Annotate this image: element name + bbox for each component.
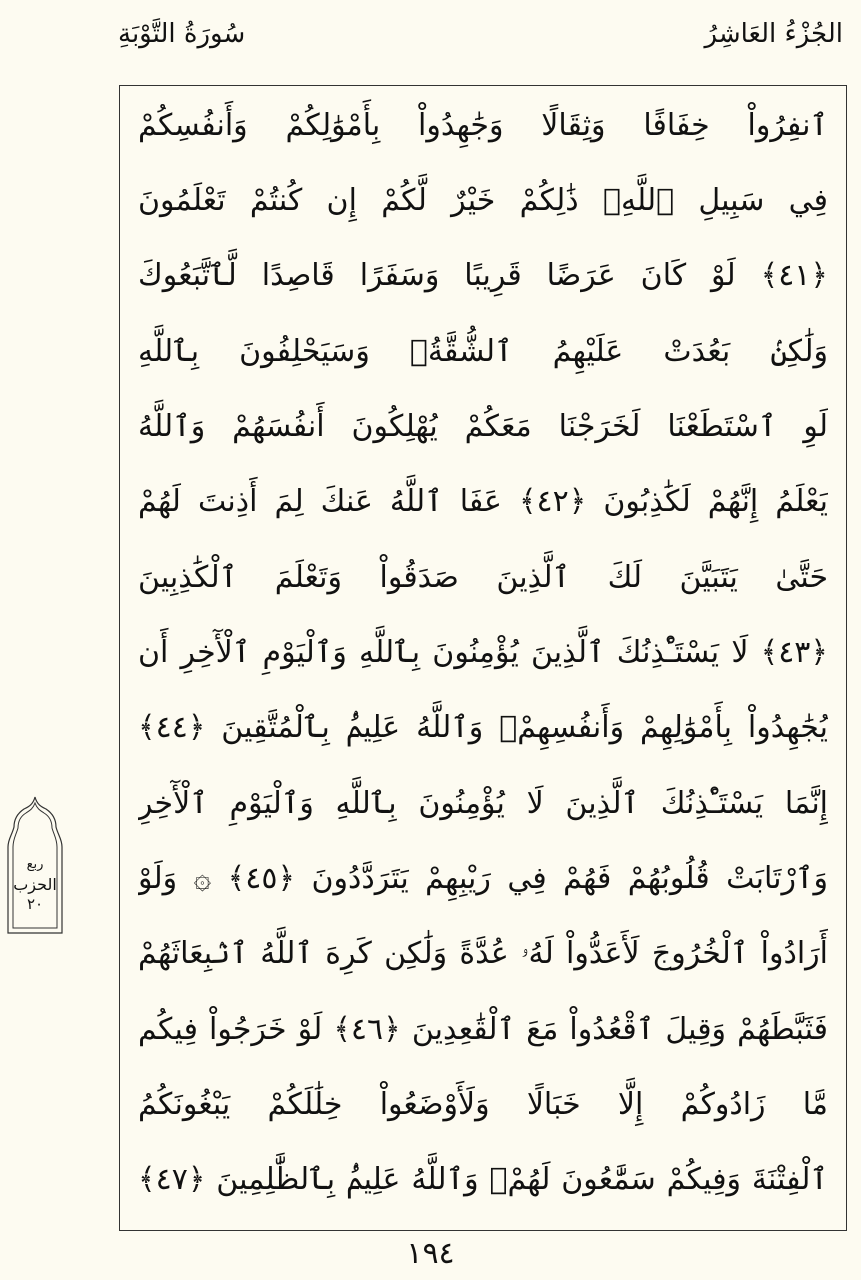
verse-line: وَٱرْتَابَتْ قُلُوبُهُمْ فَهُمْ فِي رَيْبِهِمْ يَتَرَدَّدُونَ ﴿٤٥﴾ ۞ وَلَوْ bbox=[138, 861, 828, 896]
verse-line: إِنَّمَا يَسْتَـْٔذِنُكَ ٱلَّذِينَ لَا يُؤْمِنُونَ بِٱللَّهِ وَٱلْيَوْمِ ٱلْأٓخِرِ bbox=[138, 786, 828, 821]
verse-line: يَعْلَمُ إِنَّهُمْ لَكَٰذِبُونَ ﴿٤٢﴾ عَفَا ٱللَّهُ عَنكَ لِمَ أَذِنتَ لَهُمْ bbox=[138, 484, 828, 519]
verse-line: حَتَّىٰ يَتَبَيَّنَ لَكَ ٱلَّذِينَ صَدَقُواْ وَتَعْلَمَ ٱلْكَٰذِبِينَ bbox=[138, 560, 828, 595]
verse-line: لَوِ ٱسْتَطَعْنَا لَخَرَجْنَا مَعَكُمْ يُهْلِكُونَ أَنفُسَهُمْ وَٱللَّهُ bbox=[138, 409, 828, 444]
hizb-quarter-label: ربع bbox=[26, 857, 44, 872]
verse-line: فِي سَبِيلِ ٱللَّهِۚ ذَٰلِكُمْ خَيْرٌ لَّكُمْ إِن كُنتُمْ تَعْلَمُونَ bbox=[138, 183, 828, 218]
verse-line: أَرَادُواْ ٱلْخُرُوجَ لَأَعَدُّواْ لَهُۥ عُدَّةً وَلَٰكِن كَرِهَ ٱللَّهُ ٱنۢبِعَاثَهُمْ bbox=[138, 936, 828, 971]
verse-line: وَلَٰكِنۢ بَعُدَتْ عَلَيْهِمُ ٱلشُّقَّةُۚ وَسَيَحْلِفُونَ بِٱللَّهِ bbox=[138, 334, 828, 369]
page-number: ١٩٤ bbox=[406, 1236, 455, 1271]
juz-title: الجُزْءُ العَاشِرُ bbox=[704, 19, 843, 49]
hizb-number: ٢٠ bbox=[26, 895, 44, 913]
verse-line: ﴿٤١﴾ لَوْ كَانَ عَرَضًا قَرِيبًا وَسَفَرًا قَاصِدًا لَّٱتَّبَعُوكَ bbox=[138, 258, 828, 293]
surah-title: سُورَةُ التَّوْبَةِ bbox=[118, 19, 246, 49]
verse-line: مَّا زَادُوكُمْ إِلَّا خَبَالًا وَلَأَوْضَعُواْ خِلَٰلَكُمْ يَبْغُونَكُمُ bbox=[138, 1087, 828, 1122]
hizb-marker bbox=[6, 795, 64, 935]
verse-line: فَثَبَّطَهُمْ وَقِيلَ ٱقْعُدُواْ مَعَ ٱلْقَٰعِدِينَ ﴿٤٦﴾ لَوْ خَرَجُواْ فِيكُم bbox=[138, 1012, 828, 1047]
verse-line: ٱلْفِتْنَةَ وَفِيكُمْ سَمَّٰعُونَ لَهُمْۗ وَٱللَّهُ عَلِيمُۢ بِٱلظَّٰلِمِينَ ﴿٤٧﴾ bbox=[138, 1162, 828, 1197]
verse-text-block bbox=[120, 86, 846, 1230]
verse-line: ﴿٤٣﴾ لَا يَسْتَـْٔذِنُكَ ٱلَّذِينَ يُؤْمِنُونَ بِٱللَّهِ وَٱلْيَوْمِ ٱلْأٓخِرِ أَن bbox=[138, 635, 828, 670]
verse-line: يُجَٰهِدُواْ بِأَمْوَٰلِهِمْ وَأَنفُسِهِمْۗ وَٱللَّهُ عَلِيمُۢ بِٱلْمُتَّقِينَ ﴿٤٤﴾ bbox=[138, 710, 828, 745]
hizb-label: الحزب bbox=[13, 875, 57, 894]
verse-line: ٱنفِرُواْ خِفَافًا وَثِقَالًا وَجَٰهِدُواْ بِأَمْوَٰلِكُمْ وَأَنفُسِكُمْ bbox=[138, 108, 828, 143]
